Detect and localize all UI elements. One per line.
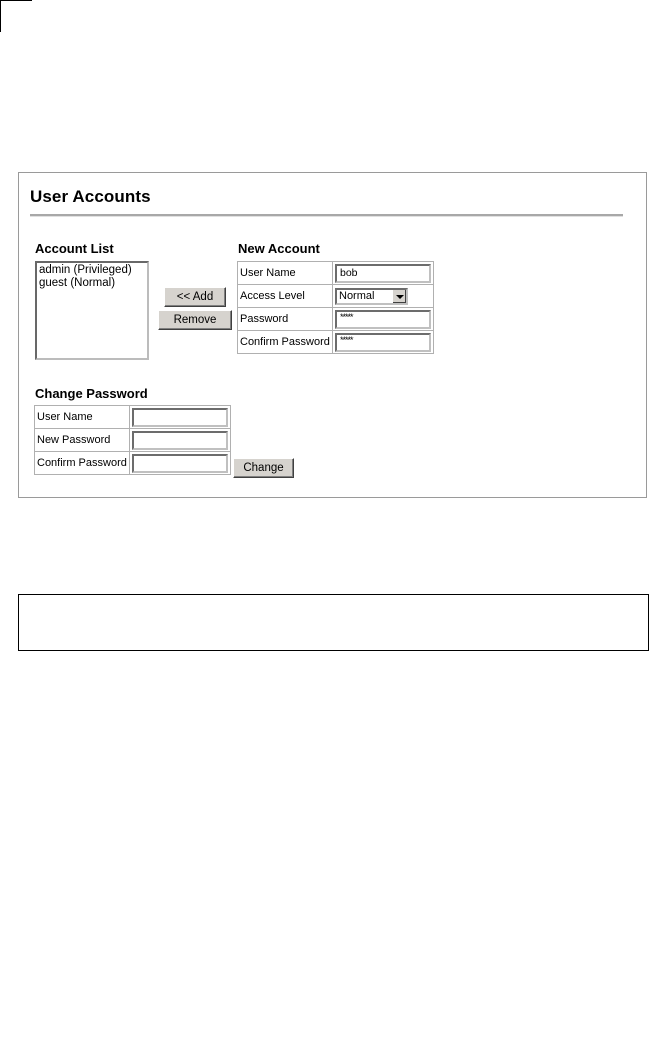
- change-button[interactable]: Change: [233, 458, 294, 478]
- note-box: [18, 594, 649, 651]
- password-label: Password: [238, 308, 333, 331]
- new-account-heading: New Account: [238, 241, 320, 256]
- new-account-table: [237, 261, 434, 354]
- crop-mark: [0, 0, 32, 32]
- confirm-password-label: Confirm Password: [238, 331, 333, 354]
- change-password-table: [34, 405, 231, 475]
- access-level-select[interactable]: [335, 288, 408, 305]
- access-level-label: Access Level: [238, 285, 333, 308]
- dropdown-arrow-icon[interactable]: [392, 290, 406, 303]
- user-name-label: User Name: [238, 262, 333, 285]
- cp-user-name-input[interactable]: [132, 408, 228, 427]
- cp-new-password-input[interactable]: [132, 431, 228, 450]
- account-list-heading: Account List: [35, 241, 114, 256]
- cp-confirm-password-label: Confirm Password: [35, 452, 130, 475]
- account-list-item-guest[interactable]: guest (Normal): [39, 277, 116, 289]
- user-accounts-panel: [18, 172, 647, 498]
- change-password-heading: Change Password: [35, 386, 148, 401]
- account-list-item-admin[interactable]: admin (Privileged): [39, 264, 132, 276]
- user-name-input[interactable]: bob: [335, 264, 431, 283]
- cp-confirm-password-input[interactable]: [132, 454, 228, 473]
- remove-button[interactable]: Remove: [158, 310, 232, 330]
- access-level-selected: Normal: [339, 290, 375, 302]
- cp-new-password-label: New Password: [35, 429, 130, 452]
- password-input[interactable]: *****: [335, 310, 431, 329]
- title-divider: [30, 214, 623, 217]
- account-list-box[interactable]: [35, 261, 149, 360]
- confirm-password-input[interactable]: *****: [335, 333, 431, 352]
- add-button[interactable]: << Add: [164, 287, 226, 307]
- cp-user-name-label: User Name: [35, 406, 130, 429]
- page-title: User Accounts: [30, 187, 151, 206]
